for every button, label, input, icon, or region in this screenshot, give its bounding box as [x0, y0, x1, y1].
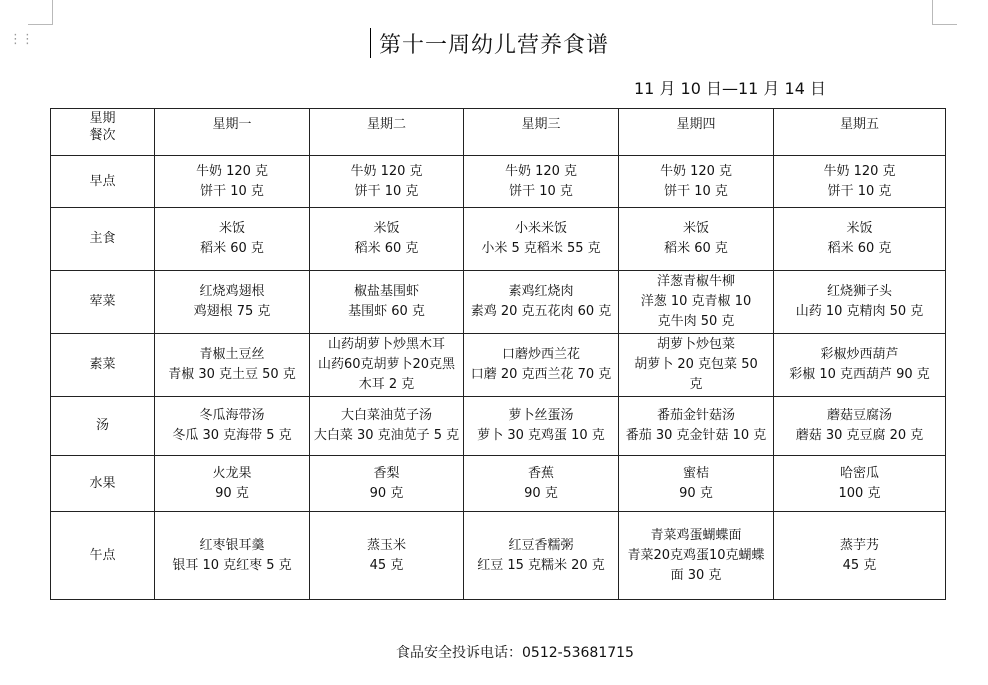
ingredient-line: 稻米 60 克	[664, 241, 728, 256]
ingredient-line: 90 克	[215, 485, 249, 501]
dish-name: 小米米饭	[514, 221, 567, 236]
ingredient-line: 面 30 克	[670, 567, 722, 583]
ingredient-line: 稻米 60 克	[827, 241, 892, 256]
dish-name: 胡萝卜炒包菜	[656, 337, 735, 352]
table-header-row	[51, 109, 946, 156]
menu-cell[interactable]	[464, 397, 619, 456]
menu-cell[interactable]	[774, 208, 946, 271]
dish-name: 火龙果	[212, 465, 252, 481]
ingredient-line: 90 克	[524, 485, 558, 501]
menu-cell[interactable]	[774, 512, 946, 600]
day-header: 星期三	[464, 109, 619, 156]
dish-name: 萝卜丝蛋汤	[508, 408, 574, 423]
page-title: 第十一周幼儿营养食谱	[378, 33, 609, 58]
dish-name: 蒸玉米	[366, 537, 406, 553]
menu-cell[interactable]	[310, 156, 464, 208]
meal-label: 早点	[51, 156, 155, 208]
menu-cell[interactable]	[619, 156, 774, 208]
menu-cell[interactable]	[619, 456, 774, 512]
ingredient-line: 素鸡 20 克五花肉 60 克	[470, 304, 612, 319]
dish-name: 冬瓜海带汤	[199, 408, 265, 423]
dish-name: 牛奶 120 克	[195, 163, 269, 179]
dish-name: 山药胡萝卜炒黑木耳	[327, 337, 445, 352]
menu-cell[interactable]	[619, 271, 774, 334]
dish-name: 香梨	[373, 465, 400, 481]
menu-cell[interactable]	[310, 397, 464, 456]
menu-cell[interactable]	[310, 208, 464, 271]
menu-cell[interactable]	[464, 156, 619, 208]
dish-name: 米饭	[682, 221, 709, 236]
corner-header-bottom: 餐次	[89, 128, 116, 143]
menu-cell[interactable]	[310, 456, 464, 512]
menu-cell[interactable]	[155, 271, 310, 334]
menu-cell[interactable]	[310, 334, 464, 397]
dish-name: 彩椒炒西葫芦	[820, 347, 899, 362]
day-header: 星期四	[619, 109, 774, 156]
ingredient-line: 冬瓜 30 克海带 5 克	[172, 428, 292, 443]
menu-cell[interactable]	[774, 271, 946, 334]
ingredient-line: 克	[689, 377, 703, 392]
menu-cell[interactable]	[310, 271, 464, 334]
menu-cell[interactable]	[310, 512, 464, 600]
page-margin-corner-top-left	[28, 0, 53, 25]
ingredient-line: 青菜20克鸡蛋10克蝴蝶	[627, 547, 765, 563]
ingredient-line: 胡萝卜 20 克包菜 50	[634, 357, 758, 372]
dish-name: 番茄金针菇汤	[656, 408, 735, 423]
meal-label: 素菜	[51, 334, 155, 397]
menu-cell[interactable]	[155, 334, 310, 397]
dish-name: 米饭	[373, 221, 400, 236]
meal-row	[51, 334, 946, 397]
dish-name: 红豆香糯粥	[508, 537, 574, 553]
dish-name: 红烧狮子头	[826, 284, 892, 299]
menu-cell[interactable]	[155, 397, 310, 456]
ingredient-line: 山药60克胡萝卜20克黑	[317, 357, 456, 372]
meal-row	[51, 271, 946, 334]
ingredient-line: 彩椒 10 克西葫芦 90 克	[789, 367, 930, 382]
ingredient-line: 红豆 15 克糯米 20 克	[477, 557, 605, 573]
dish-name: 红枣银耳羹	[199, 537, 265, 553]
menu-cell[interactable]	[464, 271, 619, 334]
ingredient-line: 鸡翅根 75 克	[193, 304, 271, 319]
ingredient-line: 山药 10 克精肉 50 克	[795, 304, 924, 319]
ingredient-line: 稻米 60 克	[200, 241, 264, 256]
page-margin-corner-top-right	[932, 0, 957, 25]
menu-cell[interactable]	[774, 397, 946, 456]
ingredient-line: 青椒 30 克土豆 50 克	[168, 367, 296, 382]
menu-cell[interactable]	[619, 208, 774, 271]
day-header: 星期五	[774, 109, 946, 156]
meal-label: 荤菜	[51, 271, 155, 334]
corner-header-cell	[51, 109, 155, 156]
dish-name: 香蕉	[527, 465, 554, 481]
menu-cell[interactable]	[464, 512, 619, 600]
menu-cell[interactable]	[155, 208, 310, 271]
ingredient-line: 萝卜 30 克鸡蛋 10 克	[477, 428, 605, 443]
ingredient-line: 100 克	[838, 485, 881, 501]
dish-name: 蒸芋艿	[839, 537, 879, 553]
menu-cell[interactable]	[464, 334, 619, 397]
meal-label: 主食	[51, 208, 155, 271]
meal-label: 汤	[51, 397, 155, 456]
ingredient-line: 饼干 10 克	[664, 183, 728, 199]
day-header: 星期二	[310, 109, 464, 156]
dish-name: 蜜桔	[682, 465, 709, 481]
dish-name: 红烧鸡翅根	[199, 284, 265, 299]
ingredient-line: 番茄 30 克金针菇 10 克	[625, 428, 767, 443]
dish-name: 口蘑炒西兰花	[501, 347, 580, 362]
dish-name: 牛奶 120 克	[823, 163, 896, 179]
ingredient-line: 小米 5 克稻米 55 克	[481, 241, 601, 256]
meal-row	[51, 208, 946, 271]
dish-name: 牛奶 120 克	[659, 163, 733, 179]
menu-cell[interactable]	[464, 208, 619, 271]
ingredient-line: 洋葱 10 克青椒 10	[640, 294, 752, 309]
day-header: 星期一	[155, 109, 310, 156]
ingredient-line: 饼干 10 克	[827, 183, 892, 199]
ingredient-line: 蘑菇 30 克豆腐 20 克	[795, 428, 924, 443]
ingredient-line: 大白菜 30 克油苋子 5 克	[313, 428, 460, 443]
menu-cell[interactable]	[774, 334, 946, 397]
ingredient-line: 木耳 2 克	[358, 377, 415, 392]
menu-cell[interactable]	[155, 156, 310, 208]
ingredient-line: 90 克	[369, 485, 404, 501]
ingredient-line: 90 克	[679, 485, 713, 501]
dish-name: 青椒土豆丝	[199, 347, 265, 362]
dish-name: 大白菜油苋子汤	[340, 408, 432, 423]
table-move-handle-icon[interactable]: ⋮⋮	[9, 32, 33, 47]
menu-cell[interactable]	[774, 456, 946, 512]
dish-name: 哈密瓜	[839, 465, 879, 481]
dish-name: 蘑菇豆腐汤	[826, 408, 892, 423]
menu-cell[interactable]	[464, 456, 619, 512]
ingredient-line: 克牛肉 50 克	[657, 314, 735, 329]
ingredient-line: 口蘑 20 克西兰花 70 克	[470, 367, 612, 382]
meal-label: 水果	[51, 456, 155, 512]
corner-header-top: 星期	[89, 111, 116, 126]
ingredient-line: 45 克	[369, 557, 404, 573]
date-range: 11 月 10 日—11 月 14 日	[634, 79, 826, 98]
meal-row	[51, 456, 946, 512]
menu-cell[interactable]	[619, 512, 774, 600]
text-cursor	[370, 28, 371, 58]
dish-name: 米饭	[846, 221, 873, 236]
menu-cell[interactable]	[155, 456, 310, 512]
dish-name: 椒盐基围虾	[353, 284, 419, 299]
menu-cell[interactable]	[619, 334, 774, 397]
meal-label: 午点	[51, 512, 155, 600]
dish-name: 米饭	[218, 221, 245, 236]
menu-cell[interactable]	[155, 512, 310, 600]
ingredient-line: 饼干 10 克	[354, 183, 419, 199]
meal-row	[51, 397, 946, 456]
dish-name: 牛奶 120 克	[350, 163, 423, 179]
weekly-menu-table[interactable]	[50, 108, 946, 600]
menu-cell[interactable]	[774, 156, 946, 208]
complaint-hotline: 食品安全投诉电话：0512-53681715	[396, 645, 634, 661]
dish-name: 洋葱青椒牛柳	[656, 274, 735, 289]
ingredient-line: 饼干 10 克	[200, 183, 264, 199]
ingredient-line: 饼干 10 克	[509, 183, 573, 199]
ingredient-line: 45 克	[842, 557, 877, 573]
ingredient-line: 稻米 60 克	[354, 241, 419, 256]
dish-name: 牛奶 120 克	[504, 163, 578, 179]
dish-name: 素鸡红烧肉	[508, 284, 574, 299]
meal-row	[51, 512, 946, 600]
meal-row	[51, 156, 946, 208]
menu-cell[interactable]	[619, 397, 774, 456]
dish-name: 青菜鸡蛋蝴蝶面	[650, 527, 742, 543]
ingredient-line: 银耳 10 克红枣 5 克	[172, 557, 292, 573]
ingredient-line: 基围虾 60 克	[348, 304, 425, 319]
